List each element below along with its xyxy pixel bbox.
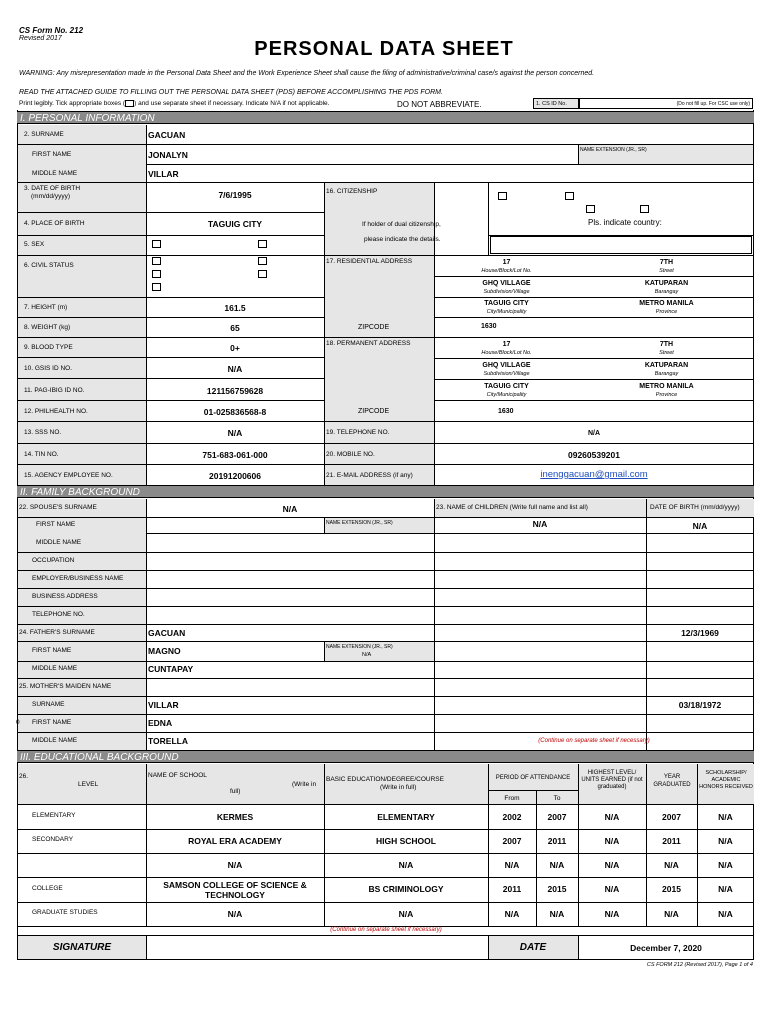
margin-zero: 0 bbox=[16, 719, 20, 726]
father-middle-value: CUNTAPAY bbox=[148, 664, 194, 674]
edu-school: N/A bbox=[227, 909, 243, 919]
by-birth-checkbox[interactable] bbox=[586, 205, 595, 213]
perm-subdivision: GHQ VILLAGE bbox=[482, 362, 531, 369]
row-divider bbox=[488, 790, 578, 791]
dob-value: 7/6/1995 bbox=[218, 190, 252, 200]
res-street: 7TH bbox=[659, 259, 674, 266]
children-label: 23. NAME of CHILDREN (Write full name and list all) bbox=[436, 504, 588, 511]
warning-text: WARNING: Any misrepresentation made in the Personal Data Sheet and the Work Experience Sheet shall cause the filing of administrative/criminal case/s against the person concerned. bbox=[19, 70, 595, 77]
family-continue-note: (Continue on separate sheet if necessary) bbox=[538, 738, 650, 744]
email-label: 21. E-MAIL ADDRESS (if any) bbox=[326, 472, 413, 479]
philhealth-label: 12. PHILHEALTH NO. bbox=[24, 408, 88, 415]
middle-name-value: VILLAR bbox=[148, 169, 179, 179]
edu-course-header: BASIC EDUCATION/DEGREE/COURSE bbox=[326, 776, 444, 783]
edu-to: 2007 bbox=[547, 812, 567, 822]
dual-citizenship-checkbox[interactable] bbox=[565, 192, 574, 200]
row-divider bbox=[18, 829, 754, 830]
address-line bbox=[434, 358, 754, 359]
res-street-sub: Street bbox=[659, 268, 674, 274]
res-zipcode-label: ZIPCODE bbox=[358, 324, 390, 331]
tin-value: 751-683-061-000 bbox=[202, 450, 268, 460]
edu-year-header: YEAR GRADUATED bbox=[653, 774, 691, 788]
col-divider bbox=[536, 790, 537, 926]
form-number: CS Form No. 212 bbox=[19, 26, 84, 35]
father-dob-value: 12/3/1969 bbox=[681, 628, 719, 638]
father-surname-label: 24. FATHER'S SURNAME bbox=[19, 629, 95, 636]
edu-from: 2002 bbox=[502, 812, 522, 822]
row-divider bbox=[18, 421, 754, 422]
first-name-label: FIRST NAME bbox=[32, 151, 72, 158]
edu-from: N/A bbox=[504, 909, 520, 919]
edu-year: N/A bbox=[664, 860, 679, 870]
gsis-value: N/A bbox=[227, 364, 243, 374]
date-label: DATE bbox=[519, 942, 547, 953]
col-divider bbox=[324, 517, 325, 533]
father-first-value: MAGNO bbox=[148, 646, 181, 656]
pob-value: TAGUIG CITY bbox=[207, 219, 263, 229]
res-city-sub: City/Municipality bbox=[486, 309, 527, 315]
gsis-label: 10. GSIS ID NO. bbox=[24, 365, 73, 372]
father-ext-value: N/A bbox=[362, 652, 372, 658]
perm-zipcode-label: ZIPCODE bbox=[358, 408, 390, 415]
edu-highest-header: HIGHEST LEVEL/ UNITS EARNED (if not graduated) bbox=[581, 770, 643, 790]
first-name-value: JONALYN bbox=[148, 150, 188, 160]
row-divider bbox=[18, 678, 754, 679]
row-divider bbox=[18, 732, 754, 733]
cs-id-note: (Do not fill up. For CSC use only) bbox=[579, 98, 753, 109]
print-note bbox=[19, 100, 329, 108]
row-divider bbox=[18, 297, 324, 298]
address-line bbox=[434, 276, 754, 277]
edu-year: 2015 bbox=[662, 884, 681, 894]
blood-type-value: 0+ bbox=[230, 343, 240, 353]
sss-value: N/A bbox=[227, 428, 243, 438]
edu-to: 2015 bbox=[547, 884, 567, 894]
employer-label: EMPLOYER/BUSINESS NAME bbox=[32, 575, 124, 582]
row-divider bbox=[18, 464, 754, 465]
edu-school-full: full) bbox=[230, 788, 241, 795]
mother-dob-value: 03/18/1972 bbox=[678, 700, 722, 710]
dob-format: (mm/dd/yyyy) bbox=[31, 193, 70, 200]
edu-course-write: (Write in full) bbox=[380, 784, 417, 791]
edu-honors: N/A bbox=[718, 860, 733, 870]
mother-surname-label: SURNAME bbox=[32, 701, 65, 708]
philhealth-value: 01-025836568-8 bbox=[203, 407, 267, 417]
address-line bbox=[434, 400, 754, 401]
row-divider bbox=[18, 588, 754, 589]
edu-course: HIGH SCHOOL bbox=[376, 836, 436, 846]
spouse-surname-value: N/A bbox=[282, 504, 298, 514]
col-divider bbox=[324, 182, 325, 485]
row-divider bbox=[18, 853, 754, 854]
res-province-sub: Province bbox=[655, 309, 678, 315]
perm-street: 7TH bbox=[659, 341, 674, 348]
edu-highest: N/A bbox=[604, 860, 620, 870]
row-divider bbox=[18, 400, 324, 401]
pagibig-value: 121156759628 bbox=[206, 386, 264, 396]
surname-label: 2. SURNAME bbox=[24, 131, 64, 138]
row-divider bbox=[18, 317, 324, 318]
row-divider bbox=[18, 182, 754, 183]
perm-house: 17 bbox=[502, 341, 511, 348]
address-line bbox=[434, 379, 754, 380]
edu-school-write: (Write in bbox=[292, 781, 317, 788]
edu-period-header: PERIOD OF ATTENDANCE bbox=[495, 775, 571, 781]
row-divider bbox=[18, 517, 754, 518]
height-value: 161.5 bbox=[224, 303, 246, 313]
sss-label: 13. SSS NO. bbox=[24, 429, 62, 436]
edu-from: N/A bbox=[504, 860, 520, 870]
col-divider bbox=[578, 144, 579, 164]
edu-from: 2007 bbox=[502, 836, 522, 846]
perm-house-sub: House/Block/Lot No. bbox=[481, 350, 532, 356]
row-divider bbox=[18, 570, 754, 571]
civil-other-checkbox[interactable] bbox=[152, 283, 161, 291]
edu-school: SAMSON COLLEGE OF SCIENCE & TECHNOLOGY bbox=[163, 880, 307, 900]
row-divider bbox=[18, 235, 324, 236]
date-value: December 7, 2020 bbox=[630, 943, 702, 953]
mother-first-value: EDNA bbox=[148, 718, 173, 728]
edu-course: N/A bbox=[398, 909, 414, 919]
edu-honors-header: SCHOLARSHIP/ ACADEMIC HONORS RECEIVED bbox=[699, 770, 753, 790]
res-subdivision-sub: Subdivision/Village bbox=[483, 289, 530, 295]
agency-label: 15. AGENCY EMPLOYEE NO. bbox=[24, 472, 113, 479]
row-divider bbox=[146, 533, 754, 534]
edu-from-header: From bbox=[504, 795, 520, 802]
perm-subdivision-sub: Subdivision/Village bbox=[483, 371, 530, 377]
citizenship-label: 16. CITIZENSHIP bbox=[326, 188, 378, 195]
res-barangay: KATUPARAN bbox=[644, 280, 689, 287]
permanent-label: 18. PERMANENT ADDRESS bbox=[326, 340, 411, 347]
edu-course: ELEMENTARY bbox=[377, 812, 435, 822]
row-divider bbox=[18, 212, 324, 213]
edu-year: 2007 bbox=[662, 812, 681, 822]
row-divider bbox=[18, 624, 754, 625]
print-note-end: ) and use separate sheet if necessary. Indicate N/A if not applicable. bbox=[134, 100, 330, 108]
row-divider bbox=[18, 804, 754, 805]
row-divider bbox=[18, 661, 754, 662]
weight-label: 8. WEIGHT (kg) bbox=[24, 324, 71, 331]
res-barangay-sub: Barangay bbox=[654, 289, 679, 295]
children-dob-value: N/A bbox=[692, 521, 708, 531]
height-label: 7. HEIGHT (m) bbox=[24, 304, 68, 311]
perm-barangay: KATUPARAN bbox=[644, 362, 689, 369]
sex-female-checkbox[interactable] bbox=[258, 240, 267, 248]
row-divider bbox=[18, 337, 754, 338]
dual-note-1: If holder of dual citizenship, bbox=[362, 221, 441, 228]
res-zipcode: 1630 bbox=[481, 323, 497, 330]
business-address-label: BUSINESS ADDRESS bbox=[32, 593, 98, 600]
father-middle-label: MIDDLE NAME bbox=[32, 665, 78, 672]
no-abbreviate: DO NOT ABBREVIATE. bbox=[397, 100, 482, 109]
edu-level: SECONDARY bbox=[32, 836, 74, 843]
name-extension-label: NAME EXTENSION (JR., SR) bbox=[580, 147, 647, 153]
mother-middle-label: MIDDLE NAME bbox=[32, 737, 78, 744]
country-dropdown[interactable] bbox=[490, 236, 752, 254]
row-divider bbox=[18, 606, 754, 607]
form-page-ref: CS FORM 212 (Revised 2017), Page 1 of 4 bbox=[646, 962, 753, 968]
civil-widowed-checkbox[interactable] bbox=[152, 270, 161, 278]
signature-field[interactable] bbox=[147, 936, 487, 959]
edu-to-header: To bbox=[553, 795, 561, 802]
spouse-telephone-label: TELEPHONE NO. bbox=[32, 611, 85, 618]
spouse-first-label: FIRST NAME bbox=[36, 521, 76, 528]
edu-number: 26. bbox=[19, 773, 29, 780]
indicate-country-label: Pls. indicate country: bbox=[588, 218, 662, 227]
print-note-start: Print legibly. Tick appropriate boxes ( bbox=[19, 100, 126, 108]
edu-honors: N/A bbox=[718, 812, 733, 822]
address-line bbox=[434, 297, 754, 298]
residential-label: 17. RESIDENTIAL ADDRESS bbox=[326, 258, 413, 265]
perm-city-sub: City/Municipality bbox=[486, 392, 527, 398]
row-divider bbox=[18, 144, 754, 145]
edu-level: GRADUATE STUDIES bbox=[32, 909, 98, 916]
form-revised: Revised 2017 bbox=[19, 35, 62, 42]
mobile-value: 09260539201 bbox=[567, 450, 620, 460]
row-divider bbox=[18, 714, 754, 715]
edu-to: N/A bbox=[549, 909, 565, 919]
res-subdivision: GHQ VILLAGE bbox=[482, 280, 531, 287]
cs-id-label: 1. CS ID No. bbox=[533, 98, 579, 109]
edu-from: 2011 bbox=[502, 884, 522, 894]
spouse-surname-label: 22. SPOUSE'S SURNAME bbox=[19, 504, 97, 511]
edu-level: ELEMENTARY bbox=[32, 812, 76, 819]
perm-street-sub: Street bbox=[659, 350, 674, 356]
guide-text: READ THE ATTACHED GUIDE TO FILLING OUT THE PERSONAL DATA SHEET (PDS) BEFORE ACCOMPLISHING THE PDS FORM. bbox=[19, 89, 443, 96]
tin-label: 14. TIN NO. bbox=[24, 451, 59, 458]
father-ext-label: NAME EXTENSION (JR., SR) bbox=[326, 644, 393, 650]
edu-honors: N/A bbox=[718, 836, 733, 846]
col-divider bbox=[324, 641, 325, 661]
address-line bbox=[434, 317, 754, 318]
dual-note-2: please indicate the details. bbox=[364, 236, 441, 243]
edu-year: 2011 bbox=[662, 836, 681, 846]
section-personal-info: I. PERSONAL INFORMATION bbox=[17, 111, 754, 124]
row-divider bbox=[18, 902, 754, 903]
row-divider bbox=[18, 552, 754, 553]
perm-barangay-sub: Barangay bbox=[654, 371, 679, 377]
occupation-label: OCCUPATION bbox=[32, 557, 75, 564]
dob-label: 3. DATE OF BIRTH bbox=[24, 185, 81, 192]
row-divider bbox=[18, 255, 754, 256]
perm-province-sub: Province bbox=[655, 392, 678, 398]
perm-zipcode: 1630 bbox=[498, 408, 514, 415]
edu-highest: N/A bbox=[604, 836, 620, 846]
section-educational-background: III. EDUCATIONAL BACKGROUND bbox=[17, 750, 754, 763]
tick-box-sample bbox=[125, 100, 134, 107]
perm-city: TAGUIG CITY bbox=[484, 383, 529, 390]
surname-value: GACUAN bbox=[148, 130, 186, 140]
children-value: N/A bbox=[532, 519, 548, 529]
spouse-ext-label: NAME EXTENSION (JR., SR) bbox=[326, 520, 393, 526]
row-divider bbox=[18, 641, 754, 642]
page-title: PERSONAL DATA SHEET bbox=[254, 38, 514, 60]
blood-type-label: 9. BLOOD TYPE bbox=[24, 344, 73, 351]
father-surname-value: GACUAN bbox=[148, 628, 186, 638]
mother-surname-value: VILLAR bbox=[148, 700, 179, 710]
res-province: METRO MANILA bbox=[639, 300, 694, 307]
civil-separated-checkbox[interactable] bbox=[258, 270, 267, 278]
row-divider bbox=[146, 164, 754, 165]
edu-to: N/A bbox=[549, 860, 565, 870]
edu-school: KERMES bbox=[216, 812, 254, 822]
middle-name-label: MIDDLE NAME bbox=[32, 170, 78, 177]
children-dob-label: DATE OF BIRTH (mm/dd/yyyy) bbox=[650, 504, 740, 511]
edu-highest: N/A bbox=[604, 812, 620, 822]
res-city: TAGUIG CITY bbox=[484, 300, 529, 307]
mother-maiden-label: 25. MOTHER'S MAIDEN NAME bbox=[19, 683, 112, 690]
edu-continue-note: (Continue on separate sheet if necessary) bbox=[330, 927, 442, 933]
edu-honors: N/A bbox=[718, 909, 733, 919]
sex-label: 5. SEX bbox=[24, 241, 45, 248]
civil-single-checkbox[interactable] bbox=[152, 257, 161, 265]
edu-honors: N/A bbox=[718, 884, 733, 894]
civil-status-label: 6. CIVIL STATUS bbox=[24, 262, 74, 269]
edu-highest: N/A bbox=[604, 884, 620, 894]
row-divider bbox=[18, 443, 754, 444]
pob-label: 4. PLACE OF BIRTH bbox=[24, 220, 85, 227]
edu-level: COLLEGE bbox=[32, 885, 63, 892]
row-divider bbox=[18, 877, 754, 878]
edu-course: BS CRIMINOLOGY bbox=[368, 884, 444, 894]
edu-school: ROYAL ERA ACADEMY bbox=[188, 836, 282, 846]
mobile-label: 20. MOBILE NO. bbox=[326, 451, 375, 458]
civil-married-checkbox[interactable] bbox=[258, 257, 267, 265]
mother-first-label: FIRST NAME bbox=[32, 719, 72, 726]
agency-value: 20191200606 bbox=[208, 471, 261, 481]
telephone-value: N/A bbox=[587, 430, 601, 437]
edu-school: N/A bbox=[227, 860, 243, 870]
civil-other-line bbox=[222, 255, 252, 256]
spouse-middle-label: MIDDLE NAME bbox=[36, 539, 82, 546]
res-house-sub: House/Block/Lot No. bbox=[481, 268, 532, 274]
email-link[interactable]: inenggacuan@gmail.com bbox=[540, 469, 648, 480]
edu-to: 2011 bbox=[547, 836, 567, 846]
section-family-background: II. FAMILY BACKGROUND bbox=[17, 485, 754, 498]
by-naturalization-checkbox[interactable] bbox=[640, 205, 649, 213]
res-house: 17 bbox=[502, 259, 511, 266]
edu-course: N/A bbox=[398, 860, 414, 870]
row-divider bbox=[18, 357, 324, 358]
edu-school-header: NAME OF SCHOOL bbox=[148, 772, 207, 779]
perm-province: METRO MANILA bbox=[639, 383, 694, 390]
edu-year: N/A bbox=[664, 909, 679, 919]
pagibig-label: 11. PAG-IBIG ID NO. bbox=[24, 387, 85, 394]
signature-label: SIGNATURE bbox=[52, 942, 112, 953]
mother-middle-value: TORELLA bbox=[148, 736, 188, 746]
father-first-label: FIRST NAME bbox=[32, 647, 72, 654]
sex-male-checkbox[interactable] bbox=[152, 240, 161, 248]
row-divider bbox=[18, 696, 754, 697]
telephone-label: 19. TELEPHONE NO. bbox=[326, 429, 390, 436]
row-divider bbox=[18, 378, 324, 379]
filipino-checkbox[interactable] bbox=[498, 192, 507, 200]
weight-value: 65 bbox=[230, 323, 240, 333]
col-divider bbox=[488, 182, 489, 255]
edu-level-header: LEVEL bbox=[78, 781, 99, 788]
edu-highest: N/A bbox=[604, 909, 620, 919]
